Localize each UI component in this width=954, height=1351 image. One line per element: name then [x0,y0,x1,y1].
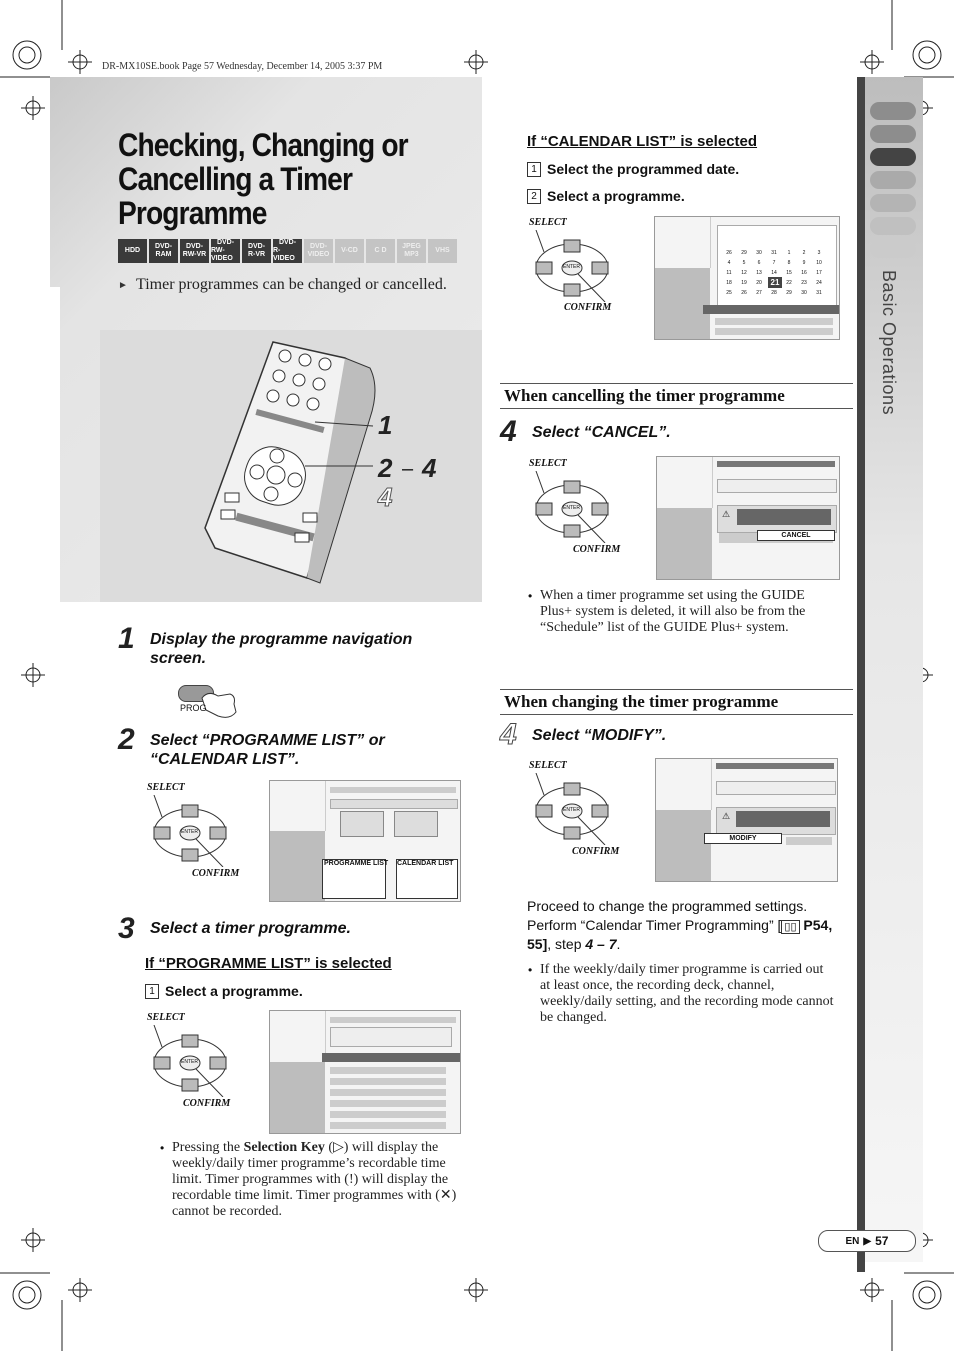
select-label: SELECT [529,217,567,228]
hero-notch [50,287,60,602]
calendar-day[interactable]: 11 [726,270,732,276]
enter-label: ENTER [181,829,198,835]
prog-list-note: Pressing the Selection Key (▷) will display the weekly/daily timer programme’s recordable time limit. Timer programmes with (!) will display the recordable time limit. Timer programmes with (✕) cannot be recorded. [172,1140,457,1219]
modify-option[interactable]: MODIFY [704,833,782,844]
confirm-label: CONFIRM [192,868,240,879]
bullet-arrow-icon: ► [118,280,128,291]
callout-2: 2 [378,453,393,483]
calendar-day[interactable]: 1 [787,250,791,256]
calendar-day[interactable]: 31 [771,250,777,256]
calendar-day[interactable]: 31 [816,290,822,296]
calendar-list-tile: CALENDAR LIST [397,860,454,867]
proceed-text: Proceed to change the programmed settings. [527,898,808,914]
intro-text: Timer programmes can be changed or cancelled. [136,276,447,293]
callout-1: 1 [378,410,393,440]
remote-control-icon [195,338,395,588]
calendar-day[interactable]: 30 [756,250,762,256]
select-label: SELECT [529,458,567,469]
nav-screen [269,780,461,902]
cal-list-heading: If “CALENDAR LIST” is selected [527,133,758,150]
disc-badge: DVD- R-VIDEO [273,239,302,263]
bullet-dot-icon: • [160,1141,165,1155]
step-2-text: Select “PROGRAMME LIST” or “CALENDAR LIST”. [150,732,385,768]
enter-label: ENTER [563,264,580,270]
calendar-day[interactable]: 25 [726,290,732,296]
bullet-dot-icon: • [528,589,533,603]
callout-4: 4 [422,453,437,483]
disc-badge: DVD- VIDEO [304,239,333,263]
change-heading: When changing the timer programme [500,689,853,715]
prog-list-substep-1 [145,983,303,999]
calendar-list-screen [654,216,840,340]
section-tab [870,171,916,189]
disc-badge: DVD- RAM [149,239,178,263]
bullet-dot-icon: • [528,963,533,977]
disc-badge: C D [366,239,395,263]
modify-screen [655,758,838,882]
disc-badge: DVD- R-VR [242,239,271,263]
section-label: Basic Operations [879,270,899,416]
cancel-step-number: 4 [500,415,517,448]
disc-badge: VHS [428,239,457,263]
section-tab-active [870,148,916,166]
calendar-day[interactable]: 15 [786,270,792,276]
callout-4-outline: 4 [378,482,393,512]
calendar-day[interactable]: 29 [741,250,747,256]
calendar-day[interactable]: 13 [756,270,762,276]
substep-number: 1 [145,984,159,999]
step-1-text: Display the programme navigation screen. [150,631,413,667]
cal-list-substep-1: 1 Select the programmed date. [527,161,739,177]
step-2-number: 2 [118,723,135,756]
perform-text: Perform “Calendar Timer Programming” [ ▯▯ P54, 55], step 4 – 7. [527,917,833,952]
section-tab [870,217,916,235]
disc-badges [118,239,457,263]
section-tab [870,240,916,258]
calendar-day[interactable]: 17 [816,270,822,276]
calendar-day[interactable]: 8 [787,260,791,266]
disc-badge: JPEG MP3 [397,239,426,263]
callout-dash: – [402,458,414,480]
cal-list-substep-2: 2 Select a programme. [527,188,685,204]
calendar-day[interactable]: 30 [801,290,807,296]
cancel-option[interactable]: CANCEL [757,530,835,541]
book-icon: ▯▯ [781,920,799,934]
confirm-label: CONFIRM [572,846,620,857]
step-1-number: 1 [118,622,135,655]
prog-button-label: PROG [180,703,207,713]
calendar-day[interactable]: 3 [817,250,821,256]
confirm-label: CONFIRM [183,1098,231,1109]
cancel-screen [656,456,840,580]
side-bar [857,77,865,1272]
select-label: SELECT [147,1012,185,1023]
calendar-day[interactable]: 5 [742,260,746,266]
calendar-day[interactable]: 28 [771,290,777,296]
calendar-day[interactable]: 2 [802,250,806,256]
disc-badge: HDD [118,239,147,263]
change-step-text: Select “MODIFY”. [532,727,667,744]
warning-icon: ⚠ [722,509,731,519]
disc-badge: DVD- RW-VIDEO [211,239,240,263]
substep-text: Select a programme. [165,983,303,999]
file-header: DR-MX10SE.book Page 57 Wednesday, December 14, 2005 3:37 PM [102,61,383,72]
calendar-day[interactable]: 6 [757,260,761,266]
change-step-number: 4 [500,718,517,751]
calendar-day[interactable]: 29 [786,290,792,296]
calendar-day[interactable]: 9 [802,260,806,266]
calendar-day[interactable]: 4 [727,260,731,266]
cancel-heading: When cancelling the timer programme [500,383,853,409]
calendar-day[interactable]: 16 [801,270,807,276]
select-label: SELECT [529,760,567,771]
programme-list-screen [269,1010,461,1134]
section-tab [870,194,916,212]
confirm-label: CONFIRM [573,544,621,555]
step-3-text: Select a timer programme. [150,920,351,937]
programme-list-tile: PROGRAMME LIST [324,860,389,867]
warning-icon: ⚠ [722,811,731,821]
calendar-day[interactable]: 7 [772,260,776,266]
cancel-note: When a timer programme set using the GUIDE Plus+ system is deleted, it will also be from the “Schedule” list of the GUIDE Plus+ system. [540,588,806,635]
page-number-badge: EN ▶ 57 [818,1230,916,1252]
calendar-day[interactable]: 21 [767,276,783,289]
enter-label: ENTER [563,807,580,813]
confirm-label: CONFIRM [564,302,612,313]
enter-label: ENTER [181,1059,198,1065]
calendar-day[interactable]: 23 [801,280,807,286]
select-label: SELECT [147,782,185,793]
disc-badge: V-CD [335,239,364,263]
cancel-step-text: Select “CANCEL”. [532,424,671,441]
disc-badge: DVD- RW-VR [180,239,209,263]
calendar-day[interactable]: 24 [816,280,822,286]
calendar-day[interactable]: 12 [741,270,747,276]
step-3-number: 3 [118,912,135,945]
calendar-day[interactable]: 14 [771,270,777,276]
section-tab [870,102,916,120]
calendar-day[interactable]: 27 [756,290,762,296]
calendar-day[interactable]: 26 [741,290,747,296]
change-note: If the weekly/daily timer programme is carried out at least once, the recording deck, channel, weekly/daily setting, and the recording mode cannot be changed. [540,962,834,1025]
calendar-day[interactable]: 18 [726,280,732,286]
enter-label: ENTER [563,505,580,511]
calendar-day[interactable]: 19 [741,280,747,286]
calendar-day[interactable]: 22 [786,280,792,286]
calendar-day[interactable]: 20 [756,280,762,286]
prog-list-heading: If “PROGRAMME LIST” is selected [145,955,392,972]
section-tab [870,125,916,143]
calendar-day[interactable]: 26 [726,250,732,256]
calendar-day[interactable]: 10 [816,260,822,266]
page-title: Checking, Changing or Cancelling a Timer Programme [118,127,408,231]
